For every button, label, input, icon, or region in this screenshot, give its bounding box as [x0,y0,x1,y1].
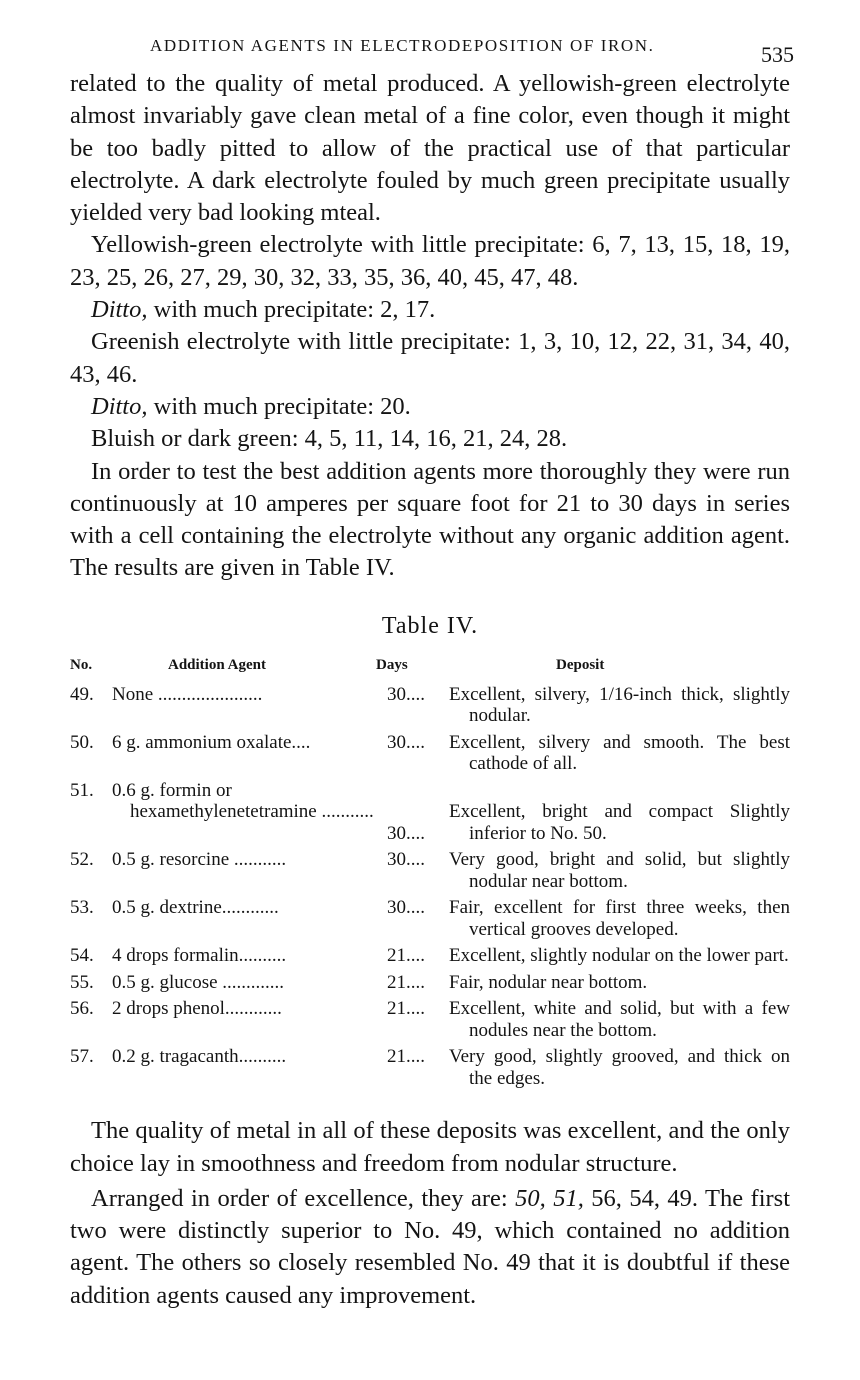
row-deposit: Excellent, silvery and smooth. The best cathode of all. [449,731,790,775]
table-header [70,653,790,679]
row-deposit: Fair, excellent for first three weeks, then vertical grooves developed. [449,897,790,940]
paragraph-bluish: Bluish or dark green: 4, 5, 11, 14, 16, 21, 24, 28. [91,425,568,453]
row-agent: 0.5 g. resorcine ........... [112,849,287,871]
ditto-text: with much precipitate: 20. [147,392,411,420]
order-lead: Arranged in order of excellence, they are: [91,1184,516,1212]
row-agent: 4 drops formalin.......... [112,945,287,967]
header-agent: Addition Agent [168,656,266,673]
table-row [70,972,790,994]
paragraph-greenish-little: Greenish electrolyte with little precipitate: 1, 3, 10, 12, 22, 31, 34, 40, 43, 46. [70,328,790,388]
table-row [70,945,790,967]
row-days: 30.... [387,731,425,753]
row-deposit: Very good, bright and solid, but slightly nodular near bottom. [449,849,790,892]
table-row [70,780,790,845]
order-italic-numbers: 50, 51, [515,1184,584,1212]
row-no: 56. [70,998,94,1020]
row-agent: 0.6 g. formin or hexamethylenetetramine ........... [112,779,374,823]
row-no: 51. [70,779,94,801]
row-agent: 6 g. ammonium oxalate.... [112,731,311,753]
row-no: 55. [70,971,94,993]
row-no: 50. [70,731,94,753]
row-deposit: Very good, slightly grooved, and thick on the edges. [449,1046,790,1089]
row-days: 30.... [387,822,425,844]
row-agent: 0.5 g. dextrine............ [112,897,279,919]
table-row [70,849,790,892]
row-deposit: Excellent, silvery, 1/16-inch thick, slightly nodular. [449,683,790,727]
row-days: 30.... [387,683,425,705]
table-row [70,998,790,1041]
row-deposit: Excellent, bright and compact Slightly inferior to No. 50. [449,801,790,844]
table-row [70,732,790,775]
row-days: 21.... [387,945,425,967]
row-agent: 0.5 g. glucose ............. [112,971,285,993]
row-agent: 0.2 g. tragacanth.......... [112,1046,287,1068]
header-no: No. [70,656,93,673]
paragraph-yellowish-green-little: Yellowish-green electrolyte with little precipitate: 6, 7, 13, 15, 18, 19, 23, 25, 26, 27, 29, 30, 32, 33, 35, 36, 40, 45, 47, 48. [70,231,790,291]
table-row [70,684,790,727]
header-deposit: Deposit [556,656,605,673]
paragraph-ditto-much-2 [70,391,790,423]
row-agent: None ...................... [112,683,263,705]
row-deposit: Fair, nodular near bottom. [449,971,648,993]
running-head [70,28,794,68]
row-days: 21.... [387,1046,425,1068]
row-days: 21.... [387,998,425,1020]
table-title: Table IV. [381,612,479,639]
order-rest: 56, 54, 49. The first two were distinctly superior to No. 49, which contained no addition agent. The others so closely resembled No. 49 that it is doubtful if these addition agents caused any improvement. [70,1184,791,1309]
page [70,28,794,1312]
ditto-label: Ditto, [91,296,148,324]
table-row [70,897,790,940]
table-body [70,684,790,1090]
row-days: 30.... [387,897,425,919]
row-days: 21.... [387,971,425,993]
row-no: 52. [70,849,94,871]
page-number: 535 [761,42,794,67]
row-no: 53. [70,897,94,919]
row-deposit: Excellent, slightly nodular on the lower part. [449,945,789,967]
paragraph-test-intro: In order to test the best addition agents more thoroughly they were run continuously at 10 amperes per square foot for 21 to 30 days in series with a cell containing the electrolyte without any organic addition agent. The results are given in Table IV. [70,457,790,582]
row-no: 57. [70,1046,94,1068]
row-no: 49. [70,683,94,705]
header-days: Days [376,656,408,673]
row-deposit: Excellent, white and solid, but with a few nodules near the bottom. [449,998,790,1041]
row-agent: 2 drops phenol............ [112,998,282,1020]
ditto-text: with much precipitate: 2, 17. [147,296,436,324]
paragraph-quality: The quality of metal in all of these deposits was excellent, and the only choice lay in smoothness and freedom from nodular structure. [70,1117,790,1177]
paragraph-order [70,1183,790,1312]
ditto-label: Ditto, [91,392,148,420]
paragraph-continuation: related to the quality of metal produced. A yellowish-green electrolyte almost invariably gave clean metal of a fine color, even though it might be too badly pitted to allow of the practical use of that particular electrolyte. A dark electrolyte fouled by much green precipitate usually yielded very bad looking mteal. [70,70,790,227]
paragraph-ditto-much-1 [70,294,790,326]
row-days: 30.... [387,849,425,871]
row-no: 54. [70,945,94,967]
running-title: ADDITION AGENTS IN ELECTRODEPOSITION OF IRON. [150,36,655,55]
table-row [70,1046,790,1089]
